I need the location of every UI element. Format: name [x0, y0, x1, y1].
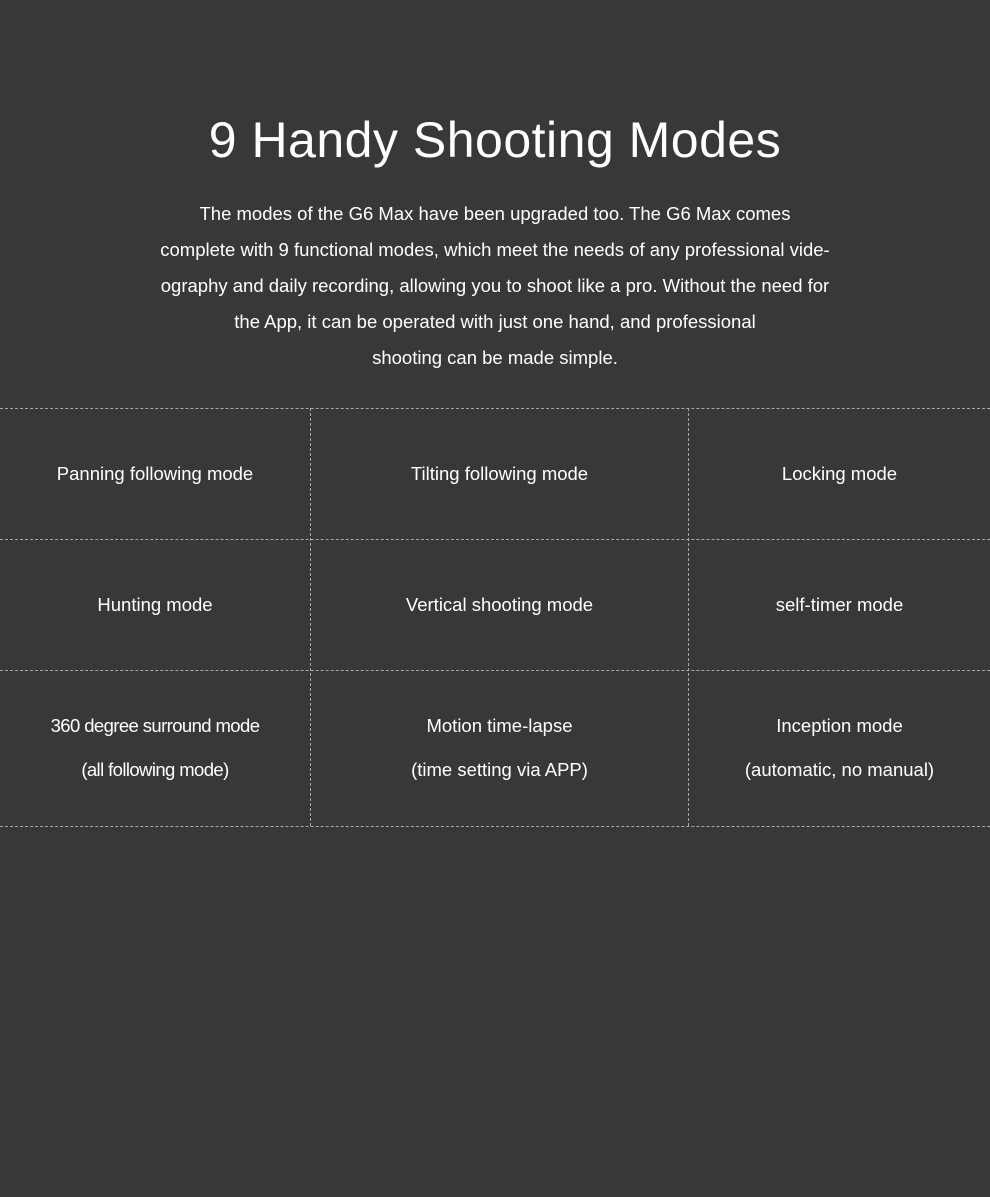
mode-cell [689, 670, 990, 826]
mode-name: Inception mode [776, 715, 903, 736]
mode-name: Motion time-lapse [426, 715, 573, 736]
grid-divider-horizontal [0, 826, 990, 827]
mode-note: (all following mode) [81, 759, 229, 780]
mode-cell [311, 408, 688, 539]
mode-note: (automatic, no manual) [744, 759, 935, 780]
modes-grid [0, 408, 990, 826]
mode-cell [689, 408, 990, 539]
mode-name: Hunting mode [97, 593, 213, 615]
mode-cell [311, 539, 688, 670]
page-title: 9 Handy Shooting Modes [208, 112, 782, 168]
intro-line: complete with 9 functional modes, which meet the needs of any professional vide- [160, 239, 830, 260]
intro-paragraph [0, 196, 990, 376]
intro-line: ography and daily recording, allowing you to shoot like a pro. Without the need for [160, 275, 830, 296]
mode-name: Tilting following mode [410, 462, 589, 484]
intro-line: The modes of the G6 Max have been upgraded too. The G6 Max comes [199, 203, 791, 224]
mode-name: Panning following mode [56, 462, 254, 484]
mode-name: Locking mode [781, 462, 898, 484]
intro-line: shooting can be made simple. [372, 347, 618, 368]
mode-note: (time setting via APP) [411, 759, 588, 780]
mode-name: 360 degree surround mode [50, 715, 260, 736]
mode-name: self-timer mode [775, 593, 904, 615]
mode-cell [0, 408, 310, 539]
mode-cell [689, 539, 990, 670]
mode-cell [0, 539, 310, 670]
mode-cell [311, 670, 688, 826]
mode-name: Vertical shooting mode [405, 593, 594, 615]
intro-line: the App, it can be operated with just one hand, and professional [234, 311, 756, 332]
mode-cell [0, 670, 310, 826]
